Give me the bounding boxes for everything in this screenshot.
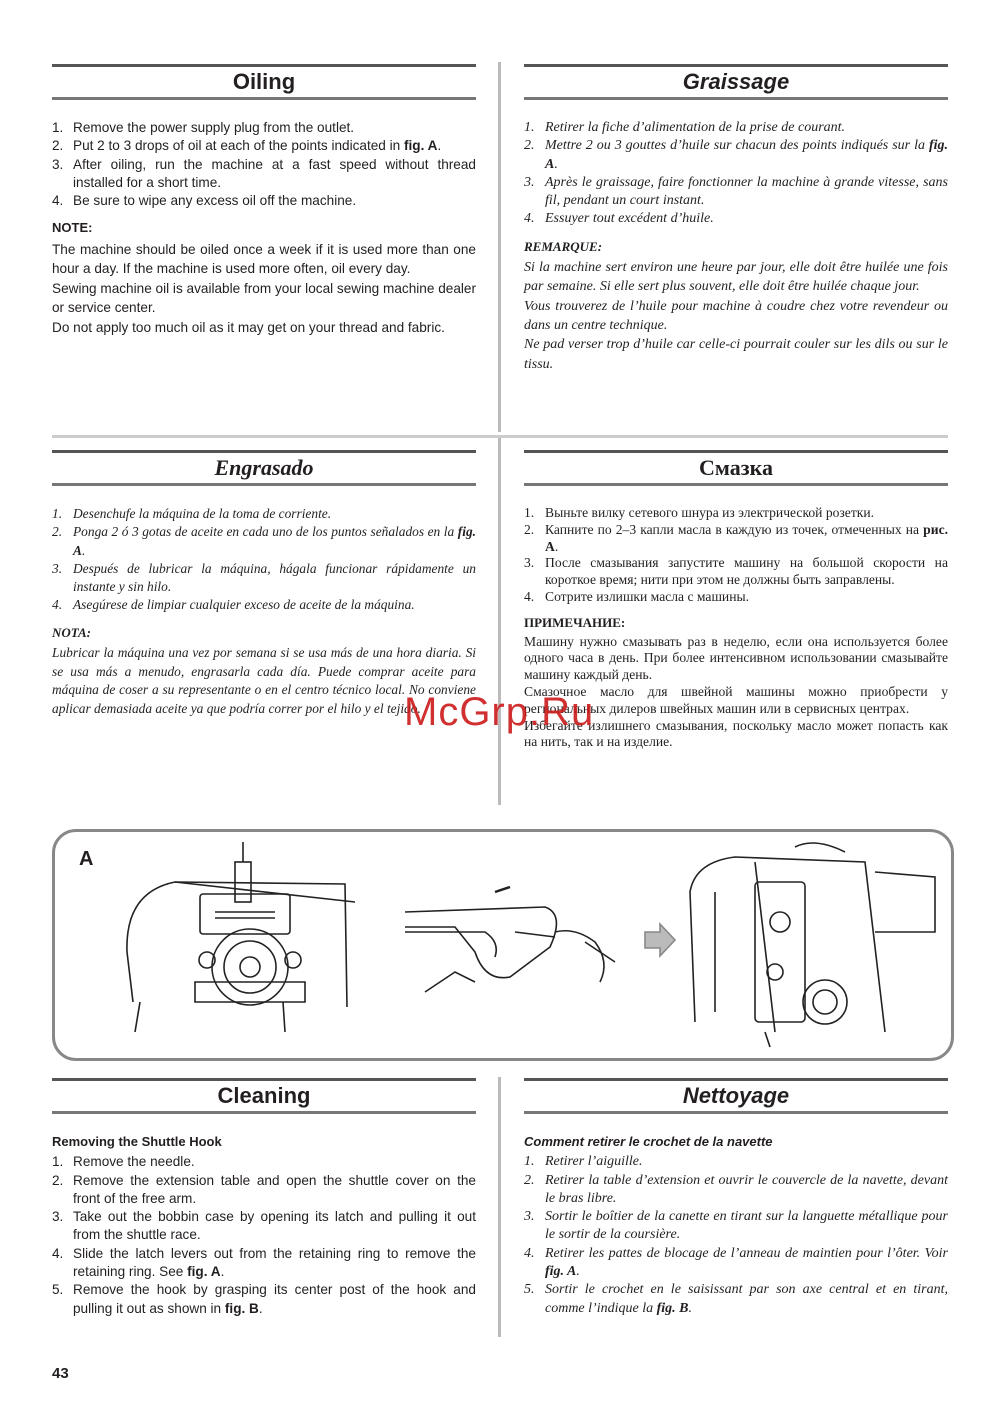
list-item: 3. Después de lubricar la máquina, hágala funcionar rápidamente un instante y sin hilo. xyxy=(52,560,476,595)
note-heading: NOTA: xyxy=(52,624,91,640)
note-paragraph: Избегайте излишнего смазывания, поскольку масло может попасть как на нить, так и на изделие. xyxy=(524,717,948,750)
list-item: 2. Remove the extension table and open the shuttle cover on the front of the free arm. xyxy=(52,1172,476,1206)
column-divider-middle xyxy=(498,438,501,805)
list-item: 2. Капните по 2–3 капли масла в каждую из точек, отмеченных на рис. A. xyxy=(524,521,948,554)
cleaning-section xyxy=(52,1078,476,1318)
note-paragraph: Машину нужно смазывать раз в неделю, если она используется более одного часа в день. При более интенсивном использовании смазывайте машину каждый день. xyxy=(524,633,948,683)
list-item: 4. Slide the latch levers out from the retaining ring to remove the retaining ring. See fig. A. xyxy=(52,1245,476,1280)
note-paragraph: Vous trouverez de l’huile pour machine à coudre chez votre revendeur ou dans un centre technique. xyxy=(524,298,948,333)
watermark: McGrp.Ru xyxy=(404,690,595,734)
machine-bed-illustration xyxy=(127,842,355,1032)
smazka-steps xyxy=(524,505,948,606)
cleaning-steps xyxy=(52,1153,476,1318)
figure-a xyxy=(52,829,954,1061)
list-item: 2. Put 2 to 3 drops of oil at each of the points indicated in fig. A. xyxy=(52,138,442,154)
machine-head-illustration xyxy=(690,843,935,1047)
list-item: 1. Remove the power supply plug from the outlet. xyxy=(52,120,355,135)
list-item: 3. После смазывания запустите машину на большой скорости на короткое время; нити при этом не должны быть заправлены. xyxy=(524,555,948,588)
column-divider-bottom xyxy=(498,1077,501,1337)
list-item: 1. Выньте вилку сетевого шнура из электрической розетки. xyxy=(524,505,875,520)
note-paragraph: Sewing machine oil is available from your local sewing machine dealer or service center. xyxy=(52,280,476,316)
list-item: 2. Retirer la table d’extension et ouvrir le couvercle de la navette, devant le bras libre. xyxy=(524,1172,948,1206)
note-paragraph: Do not apply too much oil as it may get on your thread and fabric. xyxy=(52,319,445,335)
graissage-title: Graissage xyxy=(524,64,948,100)
figure-label: A xyxy=(79,848,94,870)
list-item: 4. Essuyer tout excédent d’huile. xyxy=(524,211,714,227)
list-item: 4. Be sure to wipe any excess oil off the machine. xyxy=(52,193,357,209)
list-item: 4. Сотрите излишки масла с машины. xyxy=(524,588,749,604)
list-item: 2. Ponga 2 ó 3 gotas de aceite en cada uno de los puntos señalados en la fig. A. xyxy=(52,524,476,558)
nettoyage-section xyxy=(524,1078,948,1318)
list-item: 1. Desenchufe la máquina de la toma de corriente. xyxy=(52,506,332,521)
oiling-title: Oiling xyxy=(52,64,476,100)
smazka-title: Смазка xyxy=(524,450,948,486)
list-item: 3. Après le graissage, faire fonctionner la machine à grande vitesse, sans fil, pendant un court instant. xyxy=(524,174,948,209)
engrasado-steps xyxy=(52,505,476,615)
graissage-section xyxy=(524,64,948,374)
note-paragraph: Lubricar la máquina una vez por semana si se usa más de una hora diaria. Si se usa más a menudo, engrasarla cada día. Puede comprar aceite para máquina de coser a su representante o en el centro técnico local. No conviene aplicar demasiada aceite ya que podría correr por el hilo y el tejido. xyxy=(52,645,476,716)
engrasado-section xyxy=(52,450,476,718)
list-item: 1. Retirer l’aiguille. xyxy=(524,1154,643,1170)
list-item: 3. After oiling, run the machine at a fast speed without thread installed for a short time. xyxy=(52,156,476,190)
list-item: 1. Remove the needle. xyxy=(52,1154,195,1170)
note-paragraph: Смазочное масло для швейной машины можно приобрести у региональных дилеров швейных машин или в сервисных центрах. xyxy=(524,683,948,716)
list-item: 4. Asegúrese de limpiar cualquier exceso de aceite de la máquina. xyxy=(52,597,415,613)
graissage-steps xyxy=(524,119,948,229)
arrow-icon xyxy=(645,924,675,956)
oiling-section xyxy=(52,64,476,337)
nettoyage-subheading: Comment retirer le crochet de la navette xyxy=(524,1134,773,1149)
cleaning-title: Cleaning xyxy=(52,1078,476,1114)
note-paragraph: Si la machine sert environ une heure par jour, elle doit être huilée une fois par semaine. Si elle sert plus souvent, elle doit être huilée chaque jour. xyxy=(524,260,948,295)
note-heading: ПРИМЕЧАНИЕ: xyxy=(524,614,626,630)
nettoyage-title: Nettoyage xyxy=(524,1078,948,1114)
engrasado-title: Engrasado xyxy=(52,450,476,486)
note-heading: REMARQUE: xyxy=(524,238,603,254)
note-paragraph: Ne pad verser trop d’huile car celle-ci pourrait couler sur les dils ou sur le tissu. xyxy=(524,337,948,372)
column-divider-top xyxy=(498,62,501,432)
list-item: 3. Take out the bobbin case by opening its latch and pulling it out from the shuttle race. xyxy=(52,1209,476,1243)
list-item: 5. Sortir le crochet en le saisissant par son axe central et en tirant, comme l’indique la fig. B. xyxy=(524,1282,948,1316)
list-item: 3. Sortir le boîtier de la canette en tirant sur la languette métallique pour le sortir de la coursière. xyxy=(524,1209,948,1243)
machine-arm-illustration xyxy=(405,887,615,992)
oiling-steps xyxy=(52,119,476,210)
list-item: 4. Retirer les pattes de blocage de l’anneau de maintien pour l’ôter. Voir fig. A. xyxy=(524,1245,948,1280)
cleaning-subheading: Removing the Shuttle Hook xyxy=(52,1134,222,1149)
oiling-points-illustration xyxy=(55,832,951,1058)
list-item: 2. Mettre 2 ou 3 gouttes d’huile sur chacun des points indiqués sur la fig. A. xyxy=(524,138,948,172)
page-number: 43 xyxy=(52,1365,69,1382)
list-item: 1. Retirer la fiche d’alimentation de la prise de courant. xyxy=(524,120,846,135)
note-paragraph: The machine should be oiled once a week if it is used more than one hour a day. If the machine is used more often, oil every day. xyxy=(52,241,476,277)
list-item: 5. Remove the hook by grasping its center post of the hook and pulling it out as shown in fig. B. xyxy=(52,1282,476,1316)
note-heading: NOTE: xyxy=(52,220,93,236)
nettoyage-steps xyxy=(524,1153,948,1318)
